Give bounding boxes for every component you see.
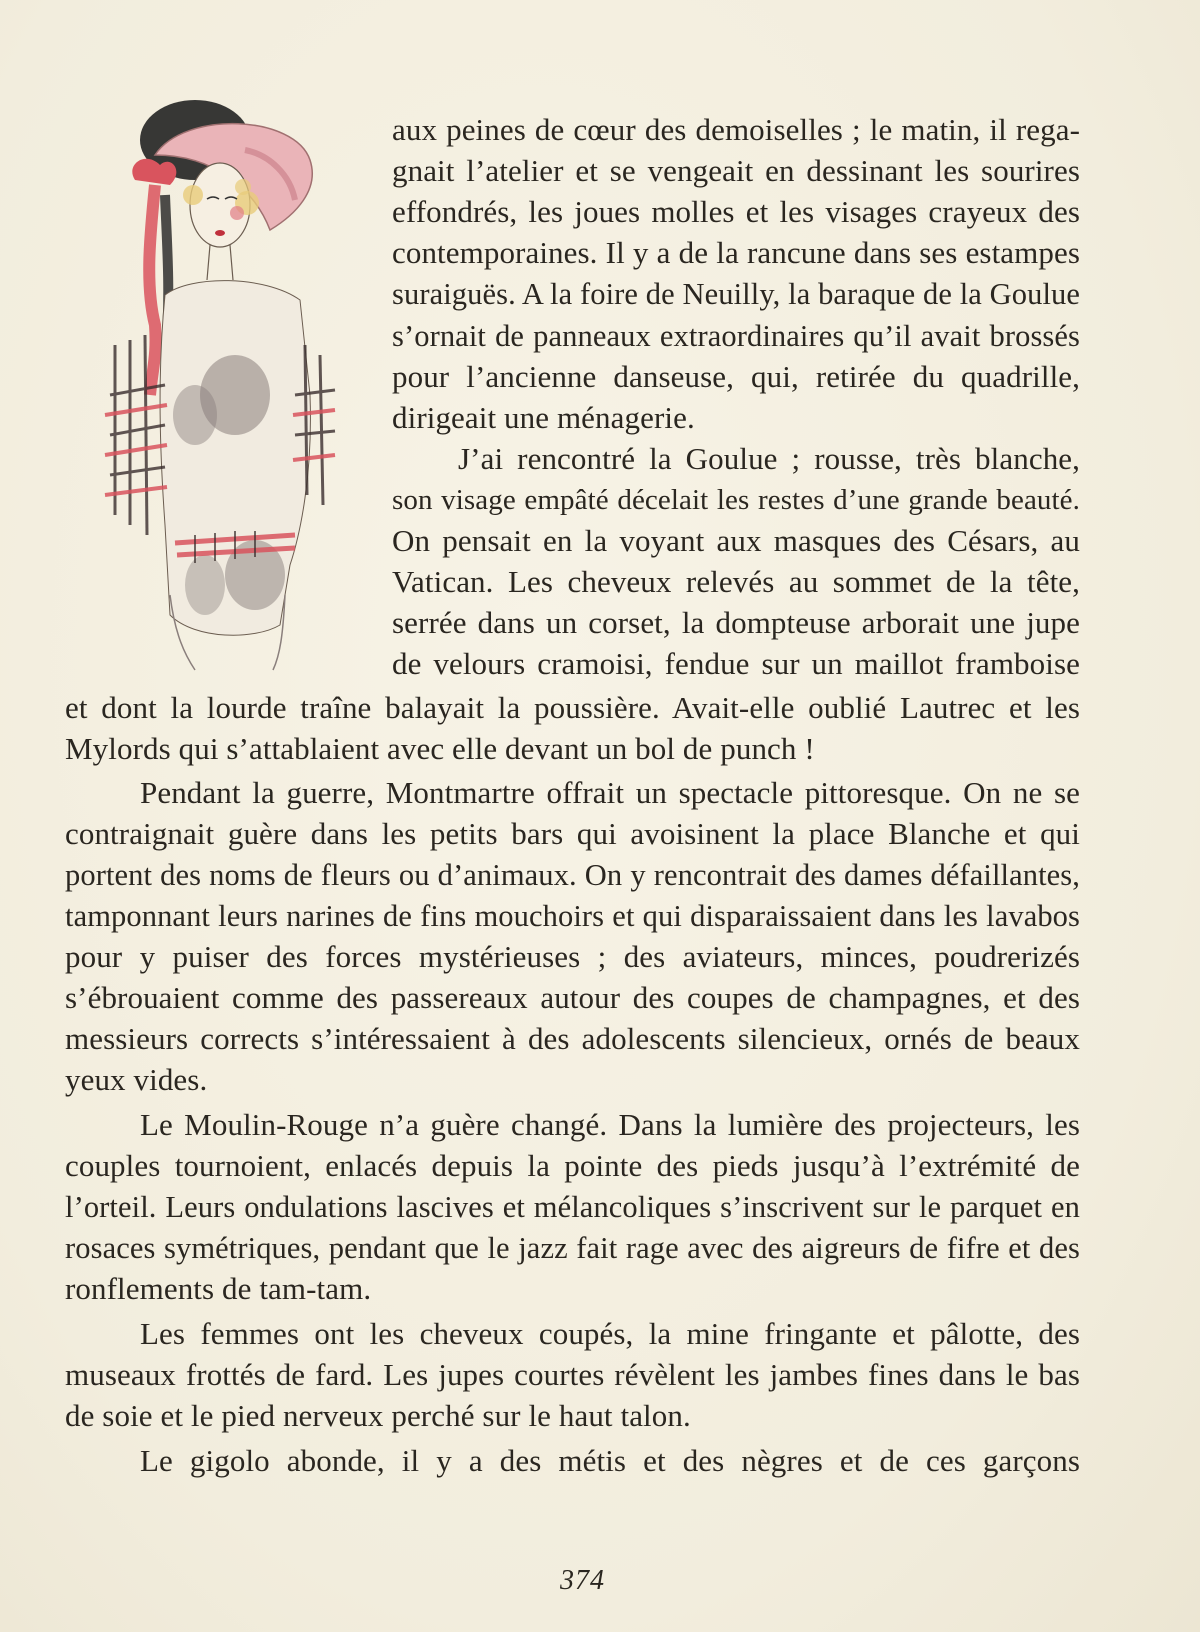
text-line: couples tournoient, enlacés depuis la pointe des pieds jusqu’à l’extrémité de [65, 1148, 1080, 1183]
text-line: serrée dans un corset, la dompteuse arborait une jupe [392, 605, 1080, 640]
text-line: de soie et le pied nerveux perché sur le haut talon. [65, 1398, 691, 1433]
text-line: s’ornait de panneaux extraordinaires qu’il avait brossés [392, 319, 1080, 353]
text-line: Le Moulin-Rouge n’a guère changé. Dans la lumière des projecteurs, les [140, 1107, 1080, 1142]
text-line: l’orteil. Leurs ondulations lascives et mélancoliques s’inscrivent sur le parquet en [65, 1190, 1080, 1224]
text-line: son visage empâté décelait les restes d’une grande beauté. [392, 484, 1080, 516]
text-line: tamponnant leurs narines de fins mouchoirs et qui disparaissaient dans les lavabos [65, 899, 1080, 933]
text-line: contemporaines. Il y a de la rancune dans ses estampes [392, 235, 1080, 270]
text-line: On pensait en la voyant aux masques des Césars, au [392, 523, 1080, 558]
text-line: gnait l’atelier et se vengeait en dessinant les sourires [392, 153, 1080, 188]
text-line: dirigeait une ménagerie. [392, 400, 695, 435]
text-line: Le gigolo abonde, il y a des métis et des nègres et de ces garçons [140, 1443, 1080, 1478]
text-line: aux peines de cœur des demoiselles ; le matin, il rega- [392, 112, 1080, 147]
fashion-illustration [95, 95, 375, 705]
text-line: contraignait guère dans les petits bars qui avoisinent la place Blanche et qui [65, 816, 1080, 851]
text-line: Pendant la guerre, Montmartre offrait un spectacle pittoresque. On ne se [140, 775, 1080, 810]
text-line: et dont la lourde traîne balayait la poussière. Avait-elle oublié Lautrec et les [65, 690, 1080, 725]
text-line: ronflements de tam-tam. [65, 1271, 372, 1306]
text-line: pour y puiser des forces mystérieuses ; des aviateurs, minces, poudrerizés [65, 939, 1080, 974]
text-line: pour l’ancienne danseuse, qui, retirée du quadrille, [392, 359, 1080, 394]
text-line: museaux frottés de fard. Les jupes courtes révèlent les jambes fines dans le bas [65, 1357, 1080, 1392]
text-line: effondrés, les joues molles et les visages crayeux des [392, 194, 1080, 229]
text-line: messieurs corrects s’intéressaient à des adolescents silencieux, ornés de beaux [65, 1021, 1080, 1056]
text-line: J’ai rencontré la Goulue ; rousse, très blanche, [458, 441, 1080, 476]
text-line: Les femmes ont les cheveux coupés, la mine fringante et pâlotte, des [140, 1316, 1080, 1351]
text-line: suraiguës. A la foire de Neuilly, la baraque de la Goulue [392, 277, 1081, 311]
text-line: s’ébrouaient comme des passereaux autour des coupes de champagnes, et des [65, 980, 1080, 1015]
text-line: yeux vides. [65, 1062, 208, 1097]
text-line: Mylords qui s’attablaient avec elle devant un bol de punch ! [65, 731, 815, 766]
text-line: Vatican. Les cheveux relevés au sommet de la tête, [392, 564, 1080, 599]
page-number: 374 [560, 1565, 605, 1596]
text-line: rosaces symétriques, pendant que le jazz fait rage avec des aigreurs de fifre et des [65, 1231, 1080, 1265]
text-line: portent des noms de fleurs ou d’animaux. On y rencontrait des dames défaillantes, [65, 858, 1080, 892]
text-line: de velours cramoisi, fendue sur un maillot framboise [392, 646, 1080, 681]
